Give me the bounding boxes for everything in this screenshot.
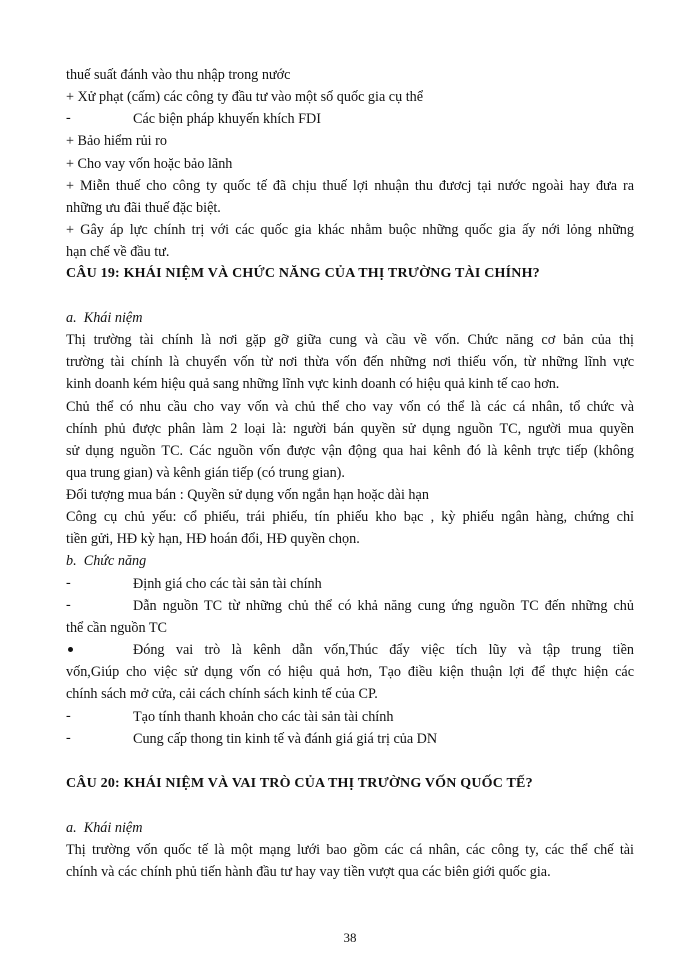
text-line: Chủ thể có nhu cầu cho vay vốn và chủ thể cho vay vốn có thể là các cá nhân, tổ chức và [66,399,634,415]
function-item: Tạo tính thanh khoản cho các tài sản tài chính [133,709,394,725]
text-line: + Cho vay vốn hoặc bảo lãnh [66,156,233,172]
text-line: sử dụng nguồn TC. Các nguồn vốn được vận động qua hai kênh đó là kênh trực tiếp (không [66,443,634,459]
function-item: Đóng vai trò là kênh dẫn vốn,Thúc đẩy việc tích lũy và tập trung tiền [133,642,634,658]
section-a-heading [66,819,634,837]
text-line: thuế suất đánh vào thu nhập trong nước [66,67,291,83]
section-b-heading [66,552,634,570]
text-line: Công cụ chủ yếu: cổ phiếu, trái phiếu, tín phiếu kho bạc , kỳ phiếu ngân hàng, chứng chỉ [66,509,634,525]
text-line: chính phủ được phân làm 2 loại là: người bán quyền sử dụng nguồn TC, người mua quyền [66,421,634,437]
text-line: + Miễn thuế cho công ty quốc tế đã chịu thuế lợi nhuận thu đươcj tại nước ngoài hay đưa ra [66,178,634,194]
text-line: Các biện pháp khuyến khích FDI [133,111,321,127]
section-marker: b. [66,553,77,569]
text-line: qua trung gian) và kênh gián tiếp (có trung gian). [66,465,345,481]
dash-marker: - [66,575,71,591]
text-line: vốn,Giúp cho việc sử dụng vốn có hiệu quả hơn, Tạo điều kiện thuận lợi để thực hiện các [66,664,634,680]
page-number: 38 [343,930,357,945]
text-line: + Bảo hiểm rủi ro [66,133,167,149]
function-item: Cung cấp thong tin kinh tế và đánh giá giá trị của DN [133,731,438,747]
section-marker: a. [66,310,77,326]
section-marker: a. [66,820,77,836]
section-title: Khái niệm [83,310,143,326]
text-line: kinh doanh kém hiệu quả sang những lĩnh vực kinh doanh có hiệu quả kinh tế cao hơn. [66,376,560,392]
question-19-heading: CÂU 19: KHÁI NIỆM VÀ CHỨC NĂNG CỦA THỊ TRƯỜNG TÀI CHÍNH? [66,266,540,281]
text-line: thể cần nguồn TC [66,620,168,636]
dash-marker: - [66,730,71,746]
text-line: + Gây áp lực chính trị với các quốc gia khác nhằm buộc những quốc gia ấy nới lỏng những [66,222,634,238]
text-line: những ưu đãi thuế đặc biệt. [66,200,221,216]
dash-marker: - [66,597,71,613]
text-line: chính sách mở cửa, cải cách chính sách kinh tế của CP. [66,686,378,702]
text-line: Đối tượng mua bán : Quyền sử dụng vốn ngắn hạn hoặc dài hạn [66,487,429,503]
text-line: trường tài chính là chuyển vốn từ nơi thừa vốn đến những nơi thiếu vốn, từ những lĩnh vực [66,354,634,370]
text-line: hạn chế về đầu tư. [66,244,170,260]
function-item: Dẫn nguồn TC từ những chủ thể có khả năng cung ứng nguồn TC đến những chủ [133,598,634,614]
dash-marker: - [66,110,71,126]
dash-marker: - [66,708,71,724]
section-title: Chức năng [83,553,147,569]
text-line: + Xử phạt (cấm) các công ty đầu tư vào một số quốc gia cụ thể [66,89,424,105]
text-line: Thị trường vốn quốc tế là một mạng lưới bao gồm các cá nhân, các công ty, các thể chế tài [66,842,634,858]
function-item: Định giá cho các tài sản tài chính [133,576,322,592]
text-line: chính và các chính phủ tiến hành đầu tư hay vay tiền vượt qua các biên giới quốc gia. [66,864,551,880]
bullet-icon [68,647,73,652]
text-line: tiền gửi, HĐ kỳ hạn, HĐ hoán đổi, HĐ quyền chọn. [66,531,360,547]
section-a-heading [66,309,634,327]
text-line: Thị trường tài chính là nơi gặp gỡ giữa cung và cầu về vốn. Chức năng cơ bản của thị [66,332,634,348]
question-20-heading: CÂU 20: KHÁI NIỆM VÀ VAI TRÒ CỦA THỊ TRƯỜNG VỐN QUỐC TẾ? [66,776,533,791]
section-title: Khái niệm [83,820,143,836]
